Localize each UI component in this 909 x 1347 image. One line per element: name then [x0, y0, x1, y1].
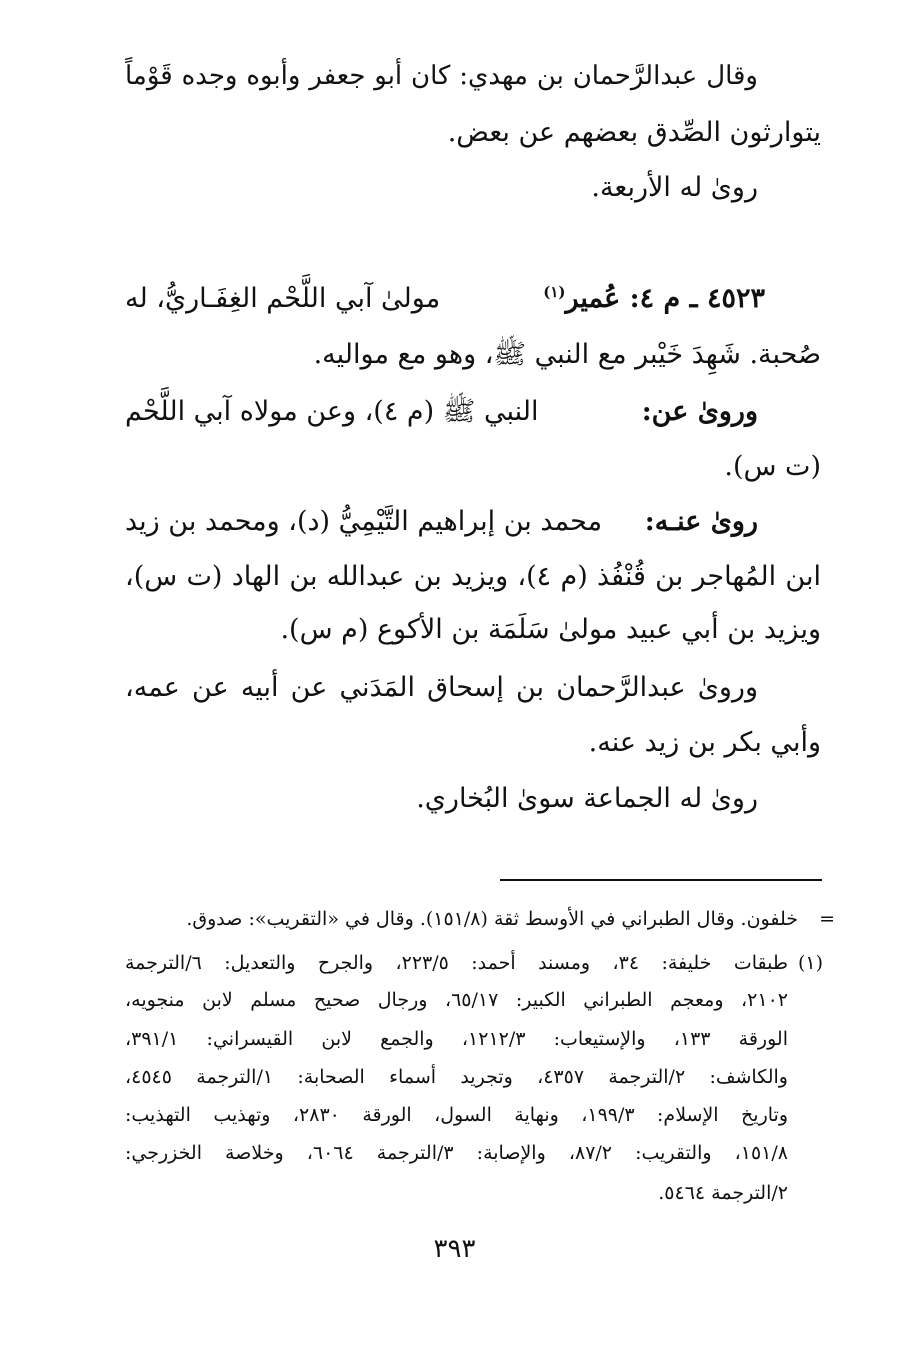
footnote-ref: (١) [543, 283, 566, 301]
footnote-line: والكاشف: ٢/الترجمة ٤٣٥٧، وتجريد أسماء الصحابة: ١/الترجمة ٤٥٤٥، [125, 1066, 788, 1088]
footnote-line: الورقة ١٣٣، والإستيعاب: ١٢١٢/٣، والجمع لابن القيسراني: ٣٩١/١، [125, 1028, 788, 1050]
body-line: روىٰ له الجماعة سوىٰ البُخاري. [416, 783, 758, 814]
body-line: وأبي بكر بن زيد عنه. [588, 727, 821, 758]
footnote-marker: (١) [797, 952, 823, 974]
body-line: يتوارثون الصِّدق بعضهم عن بعض. [447, 117, 821, 148]
footnote-line: طبقات خليفة: ٣٤، ومسند أحمد: ٢٢٣/٥، والجرح والتعديل: ٦/الترجمة [125, 952, 788, 974]
body-line: محمد بن إبراهيم التَّيْمِيُّ (د)، ومحمد بن زيد [125, 506, 603, 537]
body-line: ويزيد بن أبي عبيد مولىٰ سَلَمَة بن الأكوع (م س). [280, 614, 821, 645]
footnote-line: ١٥١/٨، والتقريب: ٨٧/٢، والإصابة: ٣/الترجمة ٦٠٦٤، وخلاصة الخزرجي: [125, 1142, 788, 1164]
footnote-separator [500, 879, 822, 881]
page-number: ٣٩٣ [433, 1234, 476, 1264]
body-line: صُحبة. شَهِدَ خَيْبر مع النبي ﷺ، وهو مع مواليه. [313, 339, 821, 370]
entry-heading-text: ٤٥٢٣ ـ م ٤: عُمير [565, 283, 765, 314]
body-line: (ت س). [724, 451, 821, 482]
body-line: وقال عبدالرَّحمان بن مهدي: كان أبو جعفر وأبوه وجده قَوْماً [125, 61, 758, 91]
footnote-line: ٢١٠٢، ومعجم الطبراني الكبير: ٦٥/١٧، ورجال صحيح مسلم لابن منجويه، [125, 989, 788, 1011]
body-line: مولىٰ آبي اللَّحْم الغِفَـاريُّ، له [125, 283, 441, 314]
footnote-line: ٢/الترجمة ٥٤٦٤. [658, 1182, 788, 1204]
footnote-line: وتاريخ الإسلام: ١٩٩/٣، ونهاية السول، الورقة ٢٨٣٠، وتهذيب التهذيب: [125, 1104, 788, 1126]
body-line: النبي ﷺ (م ٤)، وعن مولاه آبي اللَّحْم [125, 396, 539, 427]
body-line: روىٰ له الأربعة. [591, 172, 758, 203]
section-label-rawa-an: وروىٰ عن: [641, 396, 758, 427]
entry-heading [543, 283, 765, 315]
footnote-continuation-marker: = [819, 908, 835, 930]
section-label-rawa-anhu: روىٰ عنـه: [644, 506, 758, 537]
body-line: ابن المُهاجر بن قُنْفُذ (م ٤)، ويزيد بن عبدالله بن الهاد (ت س)، [125, 561, 821, 592]
footnote-line: خلفون. وقال الطبراني في الأوسط ثقة (١٥١/٨). وقال في «التقريب»: صدوق. [186, 908, 798, 930]
body-line: وروىٰ عبدالرَّحمان بن إسحاق المَدَني عن أبيه عن عمه، [125, 672, 758, 703]
